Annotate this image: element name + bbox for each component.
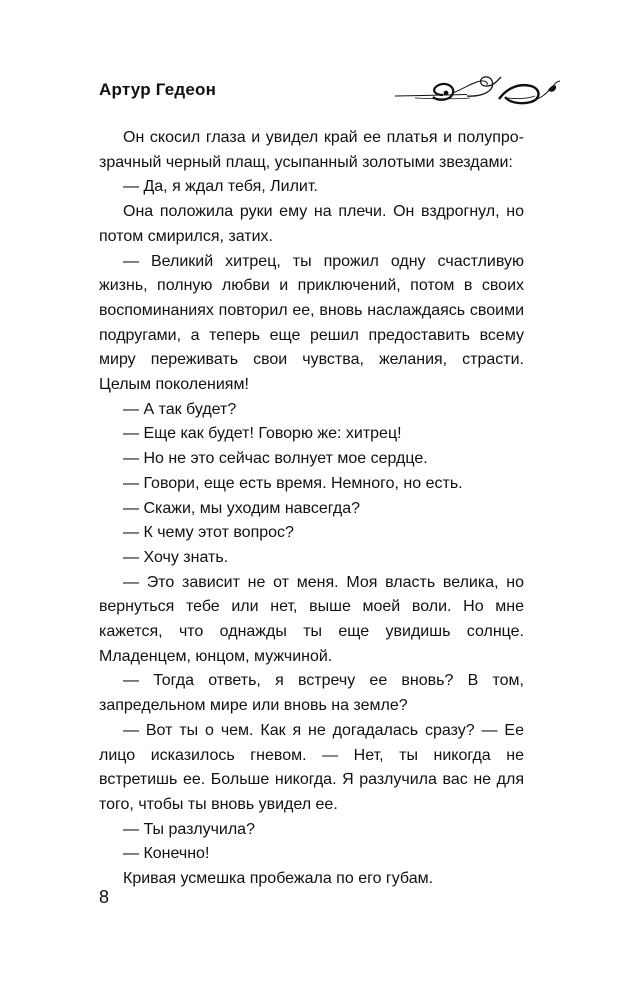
paragraph: — Говори, еще есть время. Немного, но есть. <box>123 474 463 492</box>
paragraph: — Тогда ответь, я встречу ее вновь? В том, запредельном мире или вновь на земле? <box>99 672 524 715</box>
running-header <box>99 72 559 112</box>
paragraph: — Вот ты о чем. Как я не догадалась сразу? — Ее лицо исказилось гневом. — Нет, ты никогда не встретишь ее. Больше никогда. Я разлучила вас не для того, чтобы ты вновь увидел ее. <box>99 721 524 813</box>
page-body-text <box>99 126 524 892</box>
paragraph: — Конечно! <box>123 845 210 863</box>
page-number: 8 <box>99 887 110 907</box>
paragraph: — А так будет? <box>123 400 237 418</box>
paragraph: — Ты разлучила? <box>123 820 255 838</box>
paragraph: — Хочу знать. <box>123 548 229 566</box>
running-head-author: Артур Гедеон <box>99 80 217 99</box>
paragraph: Он скосил глаза и увидел край ее платья и полупрозрачный черный плащ, усыпанный золотыми звездами: <box>99 129 524 171</box>
paragraph: — Но не это сейчас волнует мое сердце. <box>123 450 428 468</box>
paragraph: — К чему этот вопрос? <box>123 524 294 542</box>
paragraph: — Скажи, мы уходим навсегда? <box>123 499 361 517</box>
paragraph: Кривая усмешка пробежала по его губам. <box>123 870 434 888</box>
paragraph: — Да, я ждал тебя, Лилит. <box>123 178 318 196</box>
paragraph: Она положила руки ему на плечи. Он вздрогнул, но потом смирился, затих. <box>99 203 524 245</box>
paragraph: — Это зависит не от меня. Моя власть велика, но вернуться тебе или нет, выше моей воли. Но мне кажется, что однажды ты еще увидишь солнце. Младенцем, юнцом, мужчиной. <box>99 573 524 665</box>
paragraph: — Еще как будет! Говорю же: хитрец! <box>123 425 402 443</box>
paragraph: — Великий хитрец, ты прожил одну счастливую жизнь, полную любви и приключений, потом в своих воспоминаниях повторил ее, вновь наслаждаясь своими подругами, а теперь еще решил предоставить всему миру переживать свои чувства, желания, страсти. Целым поколениям! <box>99 252 524 394</box>
flourish-ornament-icon <box>395 72 561 112</box>
